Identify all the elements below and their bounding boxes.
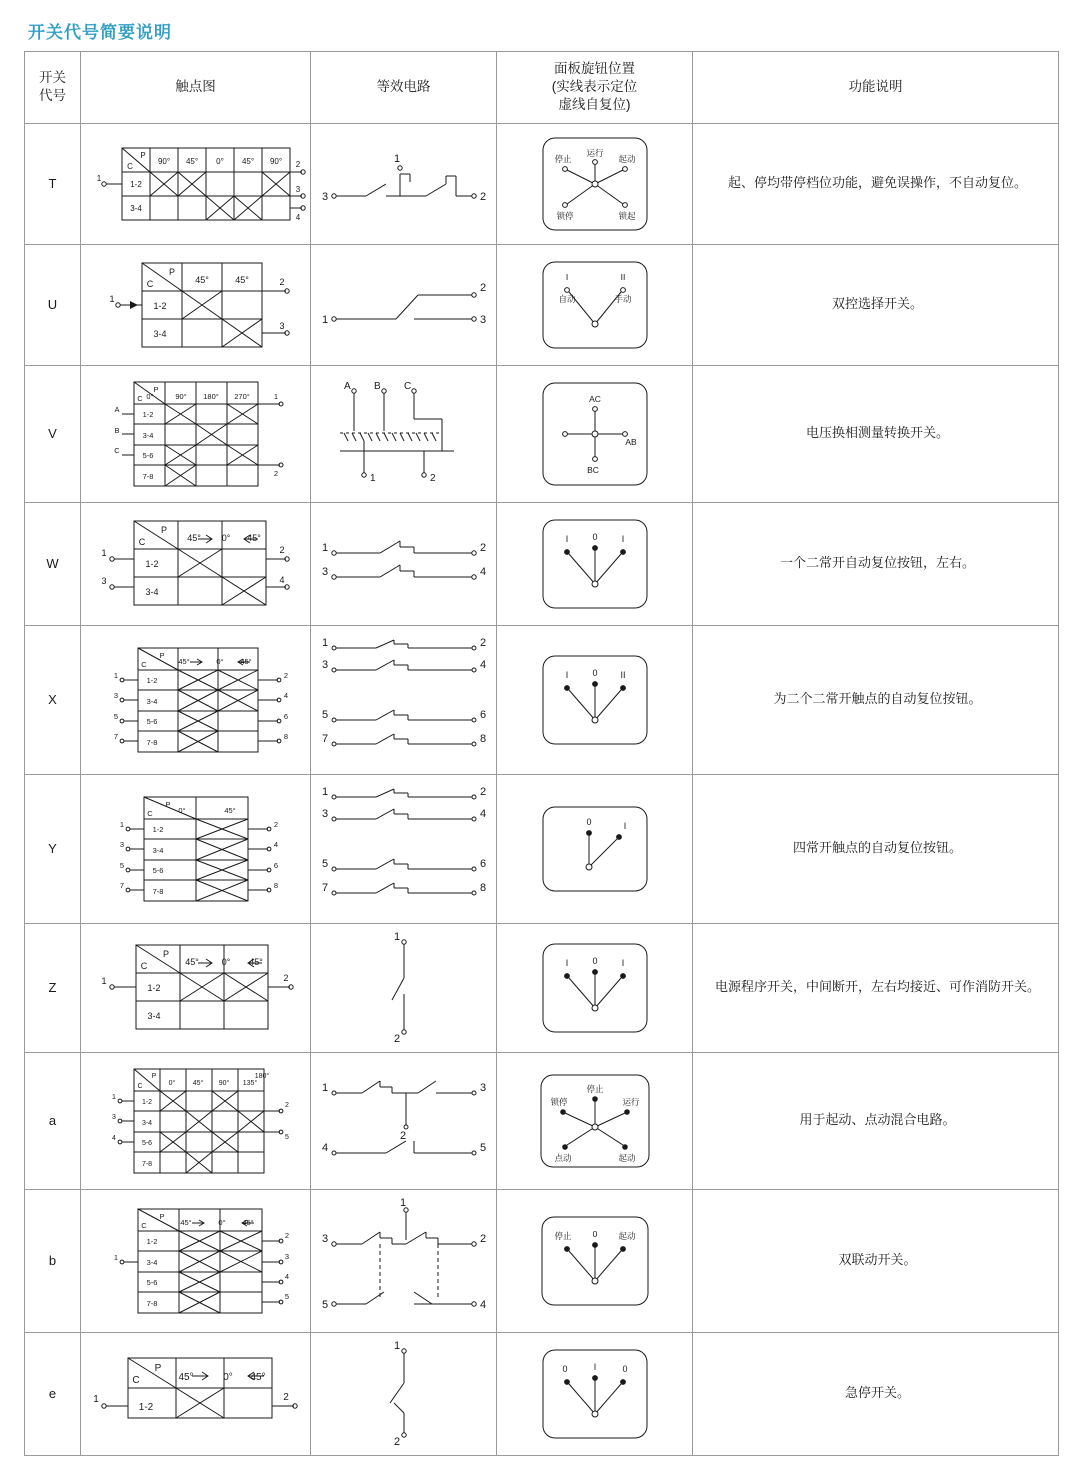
knob-position-W bbox=[497, 502, 693, 625]
knob-position-a bbox=[497, 1052, 693, 1189]
svg-text:II: II bbox=[619, 669, 626, 680]
svg-text:2: 2 bbox=[282, 972, 289, 983]
svg-text:P: P bbox=[162, 948, 169, 959]
svg-text:5: 5 bbox=[284, 1291, 289, 1301]
equivalent-circuit-a bbox=[311, 1052, 497, 1189]
svg-text:2: 2 bbox=[278, 276, 285, 287]
function-text-a: 用于起动、点动混合电路。 bbox=[693, 1052, 1059, 1189]
svg-text:2: 2 bbox=[278, 544, 285, 555]
svg-text:45°: 45° bbox=[184, 956, 199, 967]
svg-text:C: C bbox=[146, 808, 153, 818]
equivalent-circuit-V bbox=[311, 365, 497, 502]
svg-text:3-4: 3-4 bbox=[152, 328, 167, 339]
svg-text:5-6: 5-6 bbox=[152, 865, 163, 875]
svg-text:3-4: 3-4 bbox=[144, 586, 159, 597]
equivalent-circuit-Y bbox=[311, 774, 497, 923]
svg-text:起动: 起动 bbox=[617, 153, 636, 164]
svg-text:8: 8 bbox=[479, 732, 486, 745]
svg-text:I: I bbox=[565, 271, 568, 282]
svg-text:1: 1 bbox=[369, 472, 376, 484]
svg-text:运行: 运行 bbox=[585, 147, 604, 158]
svg-text:2: 2 bbox=[284, 1230, 289, 1240]
svg-text:0°: 0° bbox=[215, 656, 224, 666]
row-code-X: X bbox=[25, 625, 81, 774]
svg-text:C: C bbox=[138, 536, 145, 547]
svg-text:自动: 自动 bbox=[557, 293, 576, 304]
svg-text:2: 2 bbox=[284, 1101, 289, 1109]
function-text-Y: 四常开触点的自动复位按钮。 bbox=[693, 774, 1059, 923]
svg-text:4: 4 bbox=[111, 1134, 116, 1142]
svg-text:2: 2 bbox=[479, 541, 486, 554]
svg-text:I: I bbox=[565, 533, 568, 544]
svg-text:锁停: 锁停 bbox=[549, 1096, 568, 1107]
svg-text:2: 2 bbox=[479, 1232, 486, 1245]
function-text-Z: 电源程序开关，中间断开，左右均接近、可作消防开关。 bbox=[693, 923, 1059, 1052]
svg-text:1: 1 bbox=[321, 785, 328, 798]
svg-text:0°: 0° bbox=[217, 1217, 226, 1227]
svg-text:1-2: 1-2 bbox=[138, 1401, 153, 1413]
svg-text:0°: 0° bbox=[168, 1079, 175, 1087]
function-text-X: 为二个二常开触点的自动复位按钮。 bbox=[693, 625, 1059, 774]
svg-text:45°: 45° bbox=[179, 1217, 192, 1227]
table-row bbox=[25, 1189, 1059, 1332]
contact-diagram-e bbox=[81, 1332, 311, 1455]
svg-text:1-2: 1-2 bbox=[152, 824, 163, 834]
svg-text:4: 4 bbox=[295, 212, 300, 222]
svg-text:45°: 45° bbox=[177, 656, 190, 666]
svg-text:1: 1 bbox=[399, 1196, 406, 1209]
svg-text:1: 1 bbox=[100, 547, 107, 558]
svg-text:C: C bbox=[146, 278, 153, 289]
svg-text:0: 0 bbox=[592, 1228, 597, 1239]
svg-text:5: 5 bbox=[119, 860, 124, 870]
svg-text:锁停: 锁停 bbox=[555, 210, 574, 221]
row-code-W: W bbox=[25, 502, 81, 625]
svg-text:3: 3 bbox=[100, 575, 107, 586]
svg-text:7-8: 7-8 bbox=[152, 886, 163, 896]
svg-text:45°: 45° bbox=[249, 1371, 266, 1383]
svg-text:I: I bbox=[621, 533, 624, 544]
svg-text:I: I bbox=[565, 957, 568, 968]
svg-text:7-8: 7-8 bbox=[146, 737, 157, 747]
contact-diagram-W bbox=[81, 502, 311, 625]
svg-text:6: 6 bbox=[479, 708, 486, 721]
svg-text:45°: 45° bbox=[186, 532, 201, 543]
header-code: 开关 代号 bbox=[25, 52, 81, 124]
svg-text:3: 3 bbox=[284, 1251, 289, 1261]
svg-text:1: 1 bbox=[113, 1252, 118, 1262]
svg-text:4: 4 bbox=[479, 1298, 486, 1311]
contact-diagram-Y bbox=[81, 774, 311, 923]
svg-text:6: 6 bbox=[273, 860, 278, 870]
svg-text:90°: 90° bbox=[218, 1079, 229, 1087]
svg-text:停止: 停止 bbox=[585, 1083, 604, 1094]
svg-text:3-4: 3-4 bbox=[141, 1119, 152, 1127]
svg-text:3-4: 3-4 bbox=[129, 203, 142, 213]
svg-text:0: 0 bbox=[591, 955, 598, 966]
svg-text:P: P bbox=[152, 384, 159, 394]
svg-text:7: 7 bbox=[321, 881, 328, 894]
svg-text:2: 2 bbox=[282, 1391, 289, 1403]
svg-text:3: 3 bbox=[479, 313, 486, 326]
svg-text:3: 3 bbox=[295, 184, 300, 194]
svg-text:45°: 45° bbox=[177, 1371, 194, 1383]
svg-text:P: P bbox=[158, 650, 165, 660]
equivalent-circuit-Z bbox=[311, 923, 497, 1052]
svg-text:C: C bbox=[140, 1220, 147, 1230]
function-text-T: 起、停均带停档位功能，避免误操作，不自动复位。 bbox=[693, 123, 1059, 244]
row-code-U: U bbox=[25, 244, 81, 365]
svg-text:B: B bbox=[373, 380, 381, 392]
table-row bbox=[25, 244, 1059, 365]
svg-text:C: C bbox=[126, 161, 133, 171]
svg-text:1-2: 1-2 bbox=[146, 1236, 157, 1246]
svg-text:P: P bbox=[158, 1211, 165, 1221]
svg-text:3: 3 bbox=[321, 1232, 328, 1245]
svg-text:8: 8 bbox=[273, 880, 278, 890]
svg-text:3-4: 3-4 bbox=[146, 1010, 161, 1021]
knob-position-X bbox=[497, 625, 693, 774]
row-code-Z: Z bbox=[25, 923, 81, 1052]
equivalent-circuit-X bbox=[311, 625, 497, 774]
svg-text:P: P bbox=[160, 524, 167, 535]
function-text-V: 电压换相测量转换开关。 bbox=[693, 365, 1059, 502]
contact-diagram-V bbox=[81, 365, 311, 502]
contact-diagram-X bbox=[81, 625, 311, 774]
svg-text:3: 3 bbox=[278, 320, 285, 331]
svg-text:5-6: 5-6 bbox=[146, 716, 157, 726]
table-row bbox=[25, 774, 1059, 923]
function-text-U: 双控选择开关。 bbox=[693, 244, 1059, 365]
svg-text:2: 2 bbox=[399, 1129, 406, 1142]
svg-text:P: P bbox=[139, 150, 146, 160]
svg-text:0°: 0° bbox=[177, 805, 186, 815]
svg-text:1-2: 1-2 bbox=[146, 675, 157, 685]
svg-text:4: 4 bbox=[479, 565, 486, 578]
svg-text:1: 1 bbox=[100, 975, 107, 986]
svg-text:135°: 135° bbox=[242, 1079, 257, 1087]
svg-text:0: 0 bbox=[561, 1363, 568, 1374]
svg-text:270°: 270° bbox=[233, 391, 250, 401]
table-row bbox=[25, 1332, 1059, 1455]
svg-text:4: 4 bbox=[278, 574, 285, 585]
svg-text:180°: 180° bbox=[254, 1072, 269, 1080]
row-code-Y: Y bbox=[25, 774, 81, 923]
svg-text:2: 2 bbox=[479, 190, 486, 203]
svg-text:8: 8 bbox=[479, 881, 486, 894]
svg-text:3-4: 3-4 bbox=[146, 696, 157, 706]
svg-text:II: II bbox=[620, 271, 625, 282]
svg-text:C: C bbox=[131, 1374, 140, 1386]
knob-position-b bbox=[497, 1189, 693, 1332]
svg-text:5: 5 bbox=[321, 857, 328, 870]
svg-text:5: 5 bbox=[321, 1298, 328, 1311]
svg-text:45°: 45° bbox=[239, 656, 252, 666]
svg-text:45°: 45° bbox=[246, 532, 261, 543]
svg-text:0: 0 bbox=[591, 667, 598, 678]
header-equivalent-circuit: 等效电路 bbox=[311, 52, 497, 124]
svg-text:1: 1 bbox=[393, 152, 400, 165]
svg-text:起动: 起动 bbox=[617, 1152, 636, 1163]
svg-text:1: 1 bbox=[92, 1393, 99, 1405]
row-code-a: a bbox=[25, 1052, 81, 1189]
svg-text:0°: 0° bbox=[222, 1371, 233, 1383]
svg-text:2: 2 bbox=[283, 670, 288, 680]
svg-text:4: 4 bbox=[479, 658, 486, 671]
svg-text:1: 1 bbox=[108, 293, 115, 304]
svg-text:锁起: 锁起 bbox=[617, 210, 636, 221]
table-row bbox=[25, 625, 1059, 774]
svg-text:1: 1 bbox=[111, 1093, 116, 1101]
svg-text:3: 3 bbox=[119, 839, 124, 849]
svg-text:5: 5 bbox=[479, 1141, 486, 1154]
svg-text:P: P bbox=[154, 1362, 161, 1374]
svg-text:2: 2 bbox=[479, 636, 486, 649]
svg-text:6: 6 bbox=[283, 711, 288, 721]
row-code-V: V bbox=[25, 365, 81, 502]
svg-text:1-2: 1-2 bbox=[152, 300, 167, 311]
page-title: 开关代号简要说明 bbox=[28, 23, 172, 42]
svg-text:手动: 手动 bbox=[613, 293, 632, 304]
function-text-e: 急停开关。 bbox=[693, 1332, 1059, 1455]
svg-text:C: C bbox=[140, 960, 147, 971]
table-row bbox=[25, 502, 1059, 625]
svg-text:45°: 45° bbox=[241, 156, 254, 166]
svg-text:1-2: 1-2 bbox=[129, 179, 142, 189]
contact-diagram-Z bbox=[81, 923, 311, 1052]
contact-diagram-b bbox=[81, 1189, 311, 1332]
svg-text:3: 3 bbox=[321, 658, 328, 671]
table-header-row bbox=[25, 52, 1059, 124]
svg-text:运行: 运行 bbox=[621, 1096, 640, 1107]
knob-position-Z bbox=[497, 923, 693, 1052]
svg-text:0°: 0° bbox=[215, 156, 224, 166]
svg-text:0°: 0° bbox=[145, 391, 154, 401]
svg-text:1: 1 bbox=[321, 313, 328, 326]
svg-text:1-2: 1-2 bbox=[146, 982, 161, 993]
knob-position-V bbox=[497, 365, 693, 502]
svg-text:1: 1 bbox=[96, 173, 101, 183]
svg-text:7: 7 bbox=[321, 732, 328, 745]
svg-text:1-2: 1-2 bbox=[141, 1098, 152, 1106]
svg-text:C: C bbox=[113, 445, 120, 455]
svg-text:5: 5 bbox=[113, 711, 118, 721]
svg-text:1: 1 bbox=[119, 819, 124, 829]
svg-text:45°: 45° bbox=[194, 274, 209, 285]
svg-text:3-4: 3-4 bbox=[152, 845, 163, 855]
svg-text:C: C bbox=[136, 1082, 143, 1090]
svg-text:0: 0 bbox=[591, 531, 598, 542]
svg-text:C: C bbox=[136, 393, 143, 403]
svg-text:P: P bbox=[151, 1072, 156, 1080]
svg-text:I: I bbox=[623, 820, 626, 831]
svg-text:45°: 45° bbox=[241, 1217, 254, 1227]
svg-text:0: 0 bbox=[585, 816, 592, 827]
svg-text:停止: 停止 bbox=[553, 153, 572, 164]
svg-text:0°: 0° bbox=[221, 532, 230, 543]
svg-text:P: P bbox=[164, 799, 171, 809]
svg-text:起动: 起动 bbox=[617, 1230, 636, 1241]
svg-text:4: 4 bbox=[283, 690, 288, 700]
svg-text:2: 2 bbox=[295, 159, 300, 169]
svg-text:45°: 45° bbox=[192, 1079, 203, 1087]
header-function: 功能说明 bbox=[693, 52, 1059, 124]
row-code-e: e bbox=[25, 1332, 81, 1455]
svg-text:4: 4 bbox=[284, 1271, 289, 1281]
svg-text:C: C bbox=[140, 659, 147, 669]
svg-text:6: 6 bbox=[479, 857, 486, 870]
svg-text:A: A bbox=[113, 404, 120, 414]
svg-text:1: 1 bbox=[321, 1081, 328, 1094]
knob-position-T bbox=[497, 123, 693, 244]
svg-text:2: 2 bbox=[429, 472, 436, 484]
svg-text:45°: 45° bbox=[185, 156, 198, 166]
svg-text:5-6: 5-6 bbox=[141, 1139, 152, 1147]
svg-text:4: 4 bbox=[273, 839, 278, 849]
svg-text:I: I bbox=[621, 957, 624, 968]
svg-text:90°: 90° bbox=[157, 156, 170, 166]
svg-text:1-2: 1-2 bbox=[142, 409, 153, 419]
svg-text:1: 1 bbox=[321, 636, 328, 649]
svg-text:4: 4 bbox=[321, 1141, 328, 1154]
svg-text:5-6: 5-6 bbox=[142, 450, 153, 460]
svg-text:AB: AB bbox=[624, 436, 637, 447]
svg-text:3: 3 bbox=[113, 690, 118, 700]
svg-text:1: 1 bbox=[393, 930, 400, 943]
equivalent-circuit-b bbox=[311, 1189, 497, 1332]
equivalent-circuit-W bbox=[311, 502, 497, 625]
svg-text:3-4: 3-4 bbox=[146, 1257, 157, 1267]
row-code-T: T bbox=[25, 123, 81, 244]
svg-text:7-8: 7-8 bbox=[142, 471, 153, 481]
table-row bbox=[25, 1052, 1059, 1189]
contact-diagram-T bbox=[81, 123, 311, 244]
svg-text:0: 0 bbox=[621, 1363, 628, 1374]
knob-position-U bbox=[497, 244, 693, 365]
svg-text:90°: 90° bbox=[269, 156, 282, 166]
svg-text:3: 3 bbox=[111, 1113, 116, 1121]
svg-text:5-6: 5-6 bbox=[146, 1277, 157, 1287]
header-knob-position: 面板旋钮位置 (实线表示定位 虚线自复位) bbox=[497, 52, 693, 124]
svg-text:7: 7 bbox=[113, 731, 118, 741]
equivalent-circuit-e bbox=[311, 1332, 497, 1455]
svg-text:180°: 180° bbox=[202, 391, 219, 401]
svg-text:2: 2 bbox=[393, 1435, 400, 1448]
svg-text:点动: 点动 bbox=[553, 1152, 572, 1163]
svg-text:2: 2 bbox=[393, 1032, 400, 1045]
knob-position-e bbox=[497, 1332, 693, 1455]
knob-position-Y bbox=[497, 774, 693, 923]
svg-text:7-8: 7-8 bbox=[146, 1298, 157, 1308]
function-text-W: 一个二常开自动复位按钮，左右。 bbox=[693, 502, 1059, 625]
contact-diagram-U bbox=[81, 244, 311, 365]
svg-text:3: 3 bbox=[479, 1081, 486, 1094]
svg-text:45°: 45° bbox=[248, 956, 263, 967]
svg-text:90°: 90° bbox=[174, 391, 187, 401]
equivalent-circuit-T bbox=[311, 123, 497, 244]
svg-text:7: 7 bbox=[119, 880, 124, 890]
svg-text:2: 2 bbox=[479, 785, 486, 798]
svg-text:I: I bbox=[565, 669, 568, 680]
svg-text:3-4: 3-4 bbox=[142, 430, 153, 440]
svg-text:0°: 0° bbox=[221, 956, 230, 967]
svg-text:BC: BC bbox=[586, 464, 599, 475]
table-row bbox=[25, 365, 1059, 502]
svg-text:7-8: 7-8 bbox=[141, 1160, 152, 1168]
table-row bbox=[25, 123, 1059, 244]
svg-text:5: 5 bbox=[284, 1133, 289, 1141]
svg-text:1-2: 1-2 bbox=[144, 558, 159, 569]
svg-text:45°: 45° bbox=[223, 805, 236, 815]
svg-text:5: 5 bbox=[321, 708, 328, 721]
svg-text:3: 3 bbox=[321, 190, 328, 203]
svg-text:2: 2 bbox=[479, 281, 486, 294]
svg-text:停止: 停止 bbox=[553, 1230, 572, 1241]
svg-text:3: 3 bbox=[321, 565, 328, 578]
svg-text:1: 1 bbox=[273, 391, 278, 401]
svg-text:B: B bbox=[113, 425, 120, 435]
svg-text:3: 3 bbox=[321, 807, 328, 820]
header-contact-diagram: 触点图 bbox=[81, 52, 311, 124]
svg-text:4: 4 bbox=[479, 807, 486, 820]
function-text-b: 双联动开关。 bbox=[693, 1189, 1059, 1332]
svg-text:AC: AC bbox=[588, 393, 601, 404]
svg-text:8: 8 bbox=[283, 731, 288, 741]
svg-text:2: 2 bbox=[273, 468, 278, 478]
svg-text:45°: 45° bbox=[234, 274, 249, 285]
contact-diagram-a bbox=[81, 1052, 311, 1189]
svg-text:I: I bbox=[593, 1361, 596, 1372]
svg-text:1: 1 bbox=[393, 1339, 400, 1352]
row-code-b: b bbox=[25, 1189, 81, 1332]
table-row bbox=[25, 923, 1059, 1052]
svg-text:2: 2 bbox=[273, 819, 278, 829]
svg-text:1: 1 bbox=[113, 670, 118, 680]
switch-code-table bbox=[24, 51, 1059, 1456]
svg-text:P: P bbox=[168, 266, 175, 277]
equivalent-circuit-U bbox=[311, 244, 497, 365]
svg-text:1: 1 bbox=[321, 541, 328, 554]
svg-text:A: A bbox=[343, 380, 351, 392]
svg-text:C: C bbox=[403, 380, 411, 392]
